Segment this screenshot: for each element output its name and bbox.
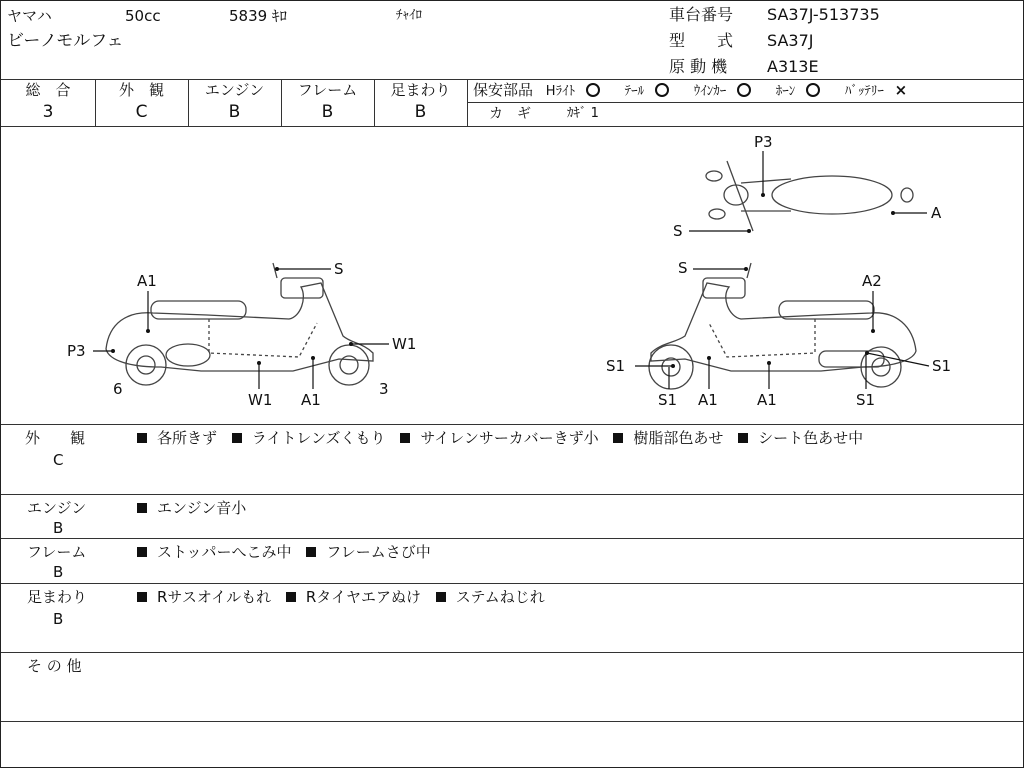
note-text: 樹脂部色あせ	[633, 429, 724, 447]
grade-label-engine: エンジン	[204, 81, 265, 99]
diagram-label: A	[931, 204, 942, 222]
safety-parts-row	[473, 81, 907, 101]
note-item	[613, 429, 723, 447]
circle-mark-icon	[655, 83, 669, 97]
square-bullet-icon	[286, 592, 296, 602]
square-bullet-icon	[232, 433, 242, 443]
section-grade-frame: B	[53, 563, 64, 581]
safety-label: 保安部品	[473, 81, 534, 99]
divider	[1, 494, 1023, 495]
square-bullet-icon	[137, 503, 147, 513]
scooter-damage-diagram	[1, 127, 1023, 424]
diagram-label: S	[678, 259, 688, 277]
note-item	[286, 588, 421, 606]
note-item	[306, 543, 430, 561]
type-value: SA37J	[767, 31, 814, 50]
circle-mark-icon	[806, 83, 820, 97]
diagram-label: S	[673, 222, 683, 240]
note-text: エンジン音小	[157, 499, 247, 517]
note-item	[137, 499, 246, 517]
engine-value: A313E	[767, 57, 819, 76]
note-text: 各所きず	[157, 429, 218, 447]
note-text: Rサスオイルもれ	[157, 588, 272, 606]
grade-value-exterior: C	[135, 102, 148, 122]
diagram-label: A1	[301, 391, 321, 409]
note-item	[436, 588, 545, 606]
grade-label-overall: 総 合	[25, 81, 71, 99]
maker: ヤマハ	[7, 7, 52, 25]
type-label: 型 式	[669, 31, 734, 50]
section-category-engine: エンジン	[27, 499, 87, 517]
color: ﾁｬｲﾛ	[396, 8, 422, 23]
diagram-label: W1	[392, 335, 417, 353]
model-name: ビーノモルフェ	[7, 31, 124, 51]
grade-value-overall: 3	[42, 102, 54, 122]
section-grade-exterior: C	[53, 451, 64, 469]
note-item	[137, 588, 271, 606]
grade-value-engine: B	[228, 102, 241, 122]
section-notes-suspension	[137, 588, 555, 606]
grade-label-suspension: 足まわり	[390, 81, 451, 99]
diagram-label: A2	[862, 272, 882, 290]
note-text: ストッパーへこみ中	[157, 543, 292, 561]
note-item	[137, 429, 217, 447]
section-notes-engine	[137, 499, 256, 517]
diagram-label: S1	[606, 357, 626, 375]
divider	[1, 583, 1023, 584]
engine-label: 原 動 機	[669, 57, 728, 76]
mileage: 5839 ｷﾛ	[229, 7, 287, 25]
diagram-label: A1	[698, 391, 718, 409]
note-text: サイレンサーカバーきず小	[420, 429, 599, 447]
circle-mark-icon	[586, 83, 600, 97]
diagram-label: P3	[67, 342, 86, 360]
section-category-exterior: 外 観	[25, 429, 86, 447]
note-item	[137, 543, 292, 561]
section-category-frame: フレーム	[27, 543, 87, 561]
displacement: 50cc	[125, 7, 161, 25]
grade-value-frame: B	[321, 102, 334, 122]
square-bullet-icon	[436, 592, 446, 602]
safety-item-horn: ﾎｰﾝ	[775, 84, 796, 99]
section-notes-frame	[137, 543, 441, 561]
square-bullet-icon	[613, 433, 623, 443]
safety-item-battery: ﾊﾞｯﾃﾘｰ	[844, 84, 884, 99]
section-category-suspension: 足まわり	[27, 588, 88, 606]
circle-mark-icon	[737, 83, 751, 97]
diagram-label: S1	[658, 391, 678, 409]
square-bullet-icon	[137, 433, 147, 443]
section-grade-engine: B	[53, 519, 64, 537]
cross-mark-icon: ×	[894, 81, 908, 99]
divider	[1, 79, 1023, 80]
diagram-label: 3	[379, 380, 389, 398]
key-value: ｶｷﾞ 1	[567, 106, 599, 121]
square-bullet-icon	[738, 433, 748, 443]
divider	[1, 538, 1023, 539]
diagram-label: A1	[757, 391, 777, 409]
diagram-label: S1	[932, 357, 952, 375]
diagram-label: S	[334, 260, 344, 278]
note-text: フレームさび中	[326, 543, 431, 561]
diagram-label: 6	[113, 380, 123, 398]
square-bullet-icon	[306, 547, 316, 557]
divider	[467, 102, 1023, 103]
square-bullet-icon	[137, 547, 147, 557]
note-item	[400, 429, 598, 447]
note-text: ステムねじれ	[455, 588, 545, 606]
safety-item-tail: ﾃｰﾙ	[624, 84, 645, 99]
other-label: そ の 他	[27, 657, 82, 675]
diagram-label: A1	[137, 272, 157, 290]
section-notes-exterior	[137, 429, 873, 447]
frame-no: SA37J-513735	[767, 5, 880, 24]
safety-item-headlight: Hﾗｲﾄ	[545, 84, 576, 99]
safety-item-winker: ｳｲﾝｶｰ	[693, 84, 727, 99]
divider	[1, 652, 1023, 653]
frame-no-label: 車台番号	[669, 5, 734, 24]
diagram-label: S1	[856, 391, 876, 409]
grade-label-exterior: 外 観	[118, 81, 164, 99]
diagram-label: P3	[754, 133, 773, 151]
key-label: カ ギ	[489, 106, 531, 122]
divider	[1, 721, 1023, 722]
note-item	[738, 429, 863, 447]
note-text: Rタイヤエアぬけ	[305, 588, 421, 606]
note-text: シート色あせ中	[758, 429, 864, 447]
note-item	[232, 429, 386, 447]
grade-value-suspension: B	[414, 102, 427, 122]
note-text: ライトレンズくもり	[251, 429, 386, 447]
scooter-top-view	[706, 161, 913, 231]
grade-label-frame: フレーム	[297, 81, 358, 99]
square-bullet-icon	[400, 433, 410, 443]
square-bullet-icon	[137, 592, 147, 602]
divider	[1, 424, 1023, 425]
section-grade-suspension: B	[53, 610, 64, 628]
diagram-label: W1	[248, 391, 273, 409]
